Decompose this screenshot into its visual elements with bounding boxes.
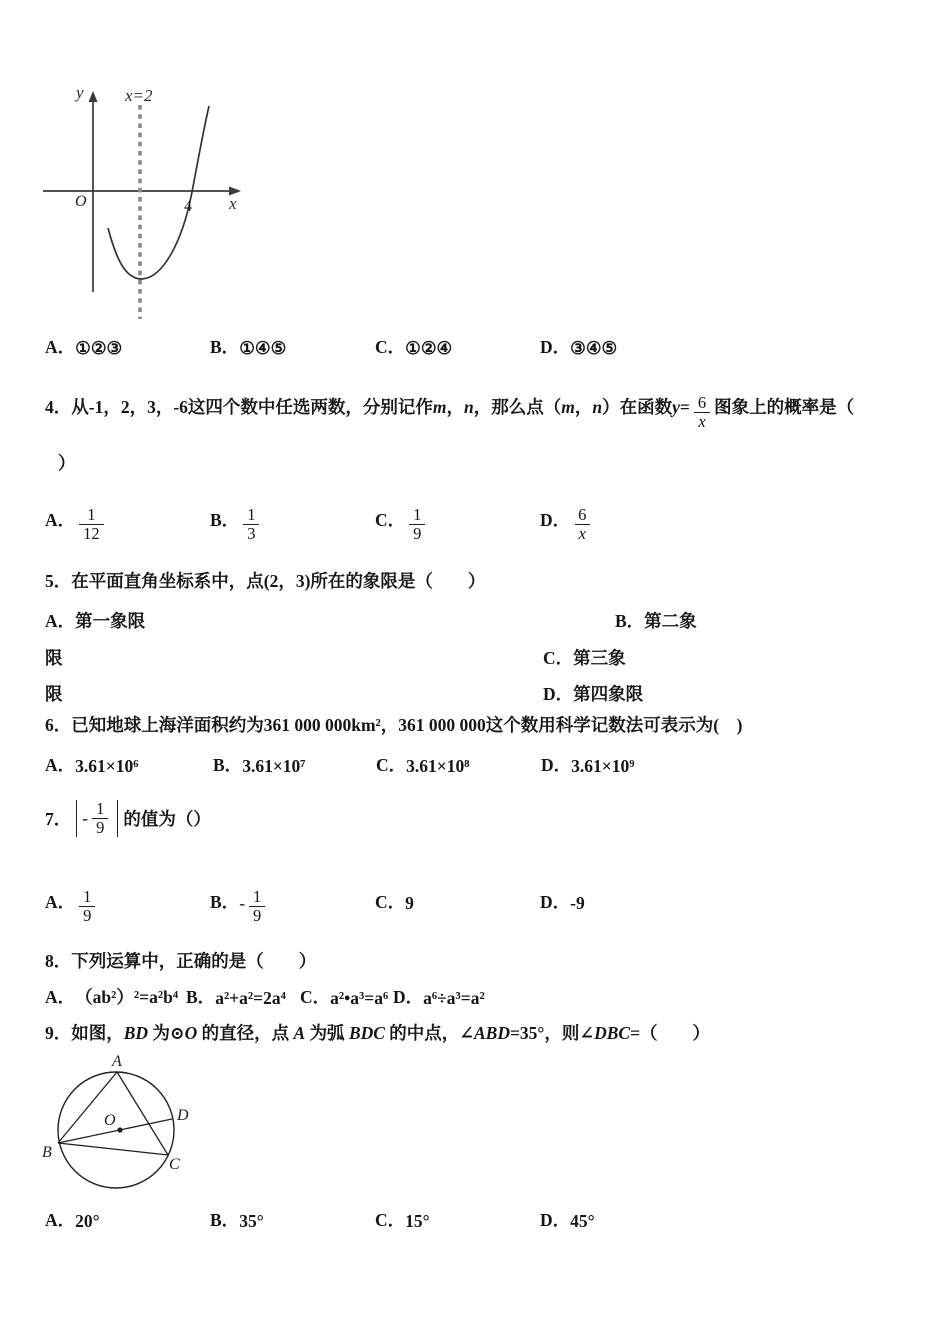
fraction (574, 506, 590, 543)
question-8-text: 8．下列运算中，正确的是（ ） (45, 951, 317, 971)
fraction (409, 506, 425, 543)
option-value: ③④⑤ (570, 338, 618, 358)
q9-option-a (45, 1207, 100, 1232)
option-letter: A． (45, 510, 76, 530)
q4-option-a (45, 482, 108, 544)
option-letter: A． (45, 892, 76, 912)
parabola-curve (108, 106, 209, 279)
fraction-denominator: 3 (243, 524, 259, 543)
option-value: （ab²）²=a²b⁴ (75, 987, 179, 1007)
math-var: BD (123, 1023, 149, 1044)
q4-option-b (210, 482, 263, 544)
question-7-suffix: 的值为（） (123, 809, 211, 830)
q6-option-c (376, 752, 469, 777)
option-value: 9 (405, 893, 414, 913)
q8-option-d (393, 984, 485, 1009)
text-piece: ， (446, 397, 465, 418)
q5-option-a: A．第一象限 (45, 611, 146, 631)
q5-option-b: B．第二象 (615, 611, 697, 631)
option-letter: D． (541, 755, 572, 775)
option-value: 20° (75, 1211, 100, 1231)
option-letter: C． (375, 1210, 406, 1230)
math-var: n (464, 397, 474, 418)
q8-option-b (186, 984, 286, 1009)
option-value: a⁶÷a³=a² (423, 988, 485, 1008)
x-tick-4-label: 4 (184, 198, 192, 215)
fraction (92, 800, 108, 837)
q3-option-a (45, 334, 122, 359)
q3-option-b (210, 334, 286, 359)
minus-sign: - (82, 807, 89, 828)
option-value: ①④⑤ (239, 338, 287, 358)
q5-option-d: D．第四象限 (543, 684, 644, 704)
math-var: n (592, 397, 603, 418)
y-axis-label: y (76, 86, 84, 102)
option-letter: A． (45, 755, 76, 775)
option-letter: D． (393, 987, 424, 1007)
option-value: a²•a³=a⁶ (330, 988, 389, 1008)
option-value: ①②④ (405, 338, 453, 358)
center-dot (117, 1127, 122, 1132)
text-piece: ）在函数 (602, 397, 673, 418)
option-letter: B． (186, 987, 216, 1007)
math-var: m (432, 397, 447, 418)
fraction-denominator: 9 (249, 906, 265, 925)
option-value: 3.61×10⁷ (242, 756, 306, 776)
option-letter: C． (300, 987, 331, 1007)
option-value: 45° (570, 1211, 595, 1231)
minus-sign: - (239, 893, 246, 913)
fraction-numerator: 1 (96, 799, 105, 819)
fraction (79, 506, 104, 543)
point-d-label: D (177, 1107, 189, 1124)
option-letter: C． (375, 892, 406, 912)
fraction-numerator: 1 (253, 887, 262, 907)
circle-figure (28, 1048, 206, 1208)
option-letter: D． (540, 1210, 571, 1230)
question-7-number: 7． (45, 809, 72, 830)
fraction-numerator: 1 (87, 505, 96, 525)
text-piece: =35°，则∠ (509, 1023, 595, 1044)
q8-options-row (0, 984, 950, 1010)
q5-option-b-wrap: 限 (45, 684, 63, 704)
option-value: 3.61×10⁶ (75, 756, 139, 776)
fraction-numerator: 6 (578, 505, 587, 525)
chord-BC (58, 1143, 168, 1155)
math-var: DBC (594, 1023, 631, 1044)
q3-option-c (375, 334, 452, 359)
fraction-denominator: 9 (79, 906, 95, 925)
fraction-denominator: x (575, 524, 590, 543)
text-piece: 9．如图， (45, 1023, 124, 1044)
q5-option-c: C．第三象 (543, 648, 626, 668)
option-value: 15° (405, 1211, 430, 1231)
fraction-numerator: 1 (413, 505, 422, 525)
option-letter: A． (45, 337, 76, 357)
q3-option-d (540, 334, 617, 359)
option-value: -9 (570, 893, 585, 913)
question-4-text (45, 368, 855, 432)
option-letter: B． (213, 755, 243, 775)
option-letter: C． (375, 337, 406, 357)
q7-option-d (540, 864, 585, 914)
option-letter: B． (210, 337, 240, 357)
question-9-text (45, 1020, 710, 1046)
fraction-denominator: 12 (79, 524, 104, 543)
fraction (249, 888, 265, 925)
math-var: BDC (348, 1023, 385, 1044)
q9-options-row (0, 1207, 950, 1233)
point-c-label: C (169, 1156, 180, 1173)
option-letter: A． (45, 987, 76, 1007)
option-letter: C． (376, 755, 407, 775)
fraction (243, 506, 259, 543)
question-4-close-paren: ） (58, 453, 76, 473)
q6-option-d (541, 752, 634, 777)
chord-AC (117, 1072, 168, 1155)
option-letter: D． (540, 337, 571, 357)
parabola-figure (36, 86, 250, 328)
math-var: ABD (473, 1023, 510, 1044)
option-letter: B． (210, 1210, 240, 1230)
text-piece: ， (574, 397, 593, 418)
fraction-denominator: 9 (409, 524, 425, 543)
fraction: $\frac{6}{x}$ (694, 394, 710, 431)
option-value: 3.61×10⁸ (406, 756, 470, 776)
q4-options-row (0, 482, 950, 544)
q9-option-d (540, 1207, 595, 1232)
option-letter: B． (210, 892, 240, 912)
q5-option-a-wrap: 限 (45, 648, 63, 668)
q3-options-row (0, 334, 950, 360)
option-letter: C． (375, 510, 406, 530)
q9-option-c (375, 1207, 430, 1232)
text-piece: 的中点，∠ (384, 1023, 474, 1044)
fraction-numerator: 1 (83, 887, 92, 907)
q5-options-row-3 (0, 681, 950, 705)
math-var: O (184, 1023, 198, 1044)
text-piece: 为⊙ (148, 1023, 185, 1044)
absolute-value-expression (76, 800, 118, 837)
point-b-label: B (42, 1144, 52, 1161)
option-value: 3.61×10⁹ (571, 756, 635, 776)
text-piece: 图象上的概率是（ (714, 397, 855, 418)
math-var: m (561, 397, 575, 418)
q8-option-a (45, 984, 178, 1009)
text-piece: 4．从-1，2，3，-6这四个数中任选两数，分别记作 (45, 397, 433, 418)
q5-options-row-1 (0, 608, 950, 632)
question-7-text (45, 786, 211, 838)
q7-option-b (210, 864, 269, 926)
center-o-label: O (104, 1112, 116, 1129)
text-piece: 的直径，点 (197, 1023, 294, 1044)
vline-label: x=2 (125, 86, 153, 105)
q8-option-c (300, 984, 388, 1009)
option-value: ①②③ (75, 338, 123, 358)
q6-option-a (45, 752, 138, 777)
q4-option-c (375, 482, 429, 544)
math-var: y (672, 397, 680, 418)
math-var: A (293, 1023, 306, 1044)
q9-option-b (210, 1207, 264, 1232)
q6-option-b (213, 752, 306, 777)
q4-option-d (540, 482, 594, 544)
option-letter: A． (45, 1210, 76, 1230)
fraction (79, 888, 95, 925)
text-piece: = (679, 397, 690, 418)
q7-option-c (375, 864, 414, 914)
text-piece: ，那么点（ (473, 397, 562, 418)
y-axis-arrow-icon (89, 91, 98, 102)
circle-outline (58, 1072, 174, 1188)
origin-label: O (75, 193, 87, 210)
q6-options-row (0, 752, 950, 778)
option-letter: D． (540, 510, 571, 530)
point-a-label: A (112, 1053, 122, 1070)
option-value: 35° (239, 1211, 264, 1231)
question-5-text: 5．在平面直角坐标系中，点(2，3)所在的象限是（ ） (45, 571, 486, 591)
q7-options-row (0, 864, 950, 926)
option-value: a²+a²=2a⁴ (215, 988, 286, 1008)
text-piece: =（ ） (630, 1023, 711, 1044)
fraction-numerator: 1 (247, 505, 256, 525)
x-axis-label: x (229, 194, 237, 213)
option-letter: B． (210, 510, 240, 530)
q5-options-row-2 (0, 645, 950, 669)
option-letter: D． (540, 892, 571, 912)
question-6-text: 6．已知地球上海洋面积约为361 000 000km²，361 000 000这个数用科学记数法可表示为( ) (45, 715, 743, 735)
fraction-denominator: 9 (92, 818, 108, 837)
text-piece: 为弧 (305, 1023, 349, 1044)
q7-option-a (45, 864, 99, 926)
